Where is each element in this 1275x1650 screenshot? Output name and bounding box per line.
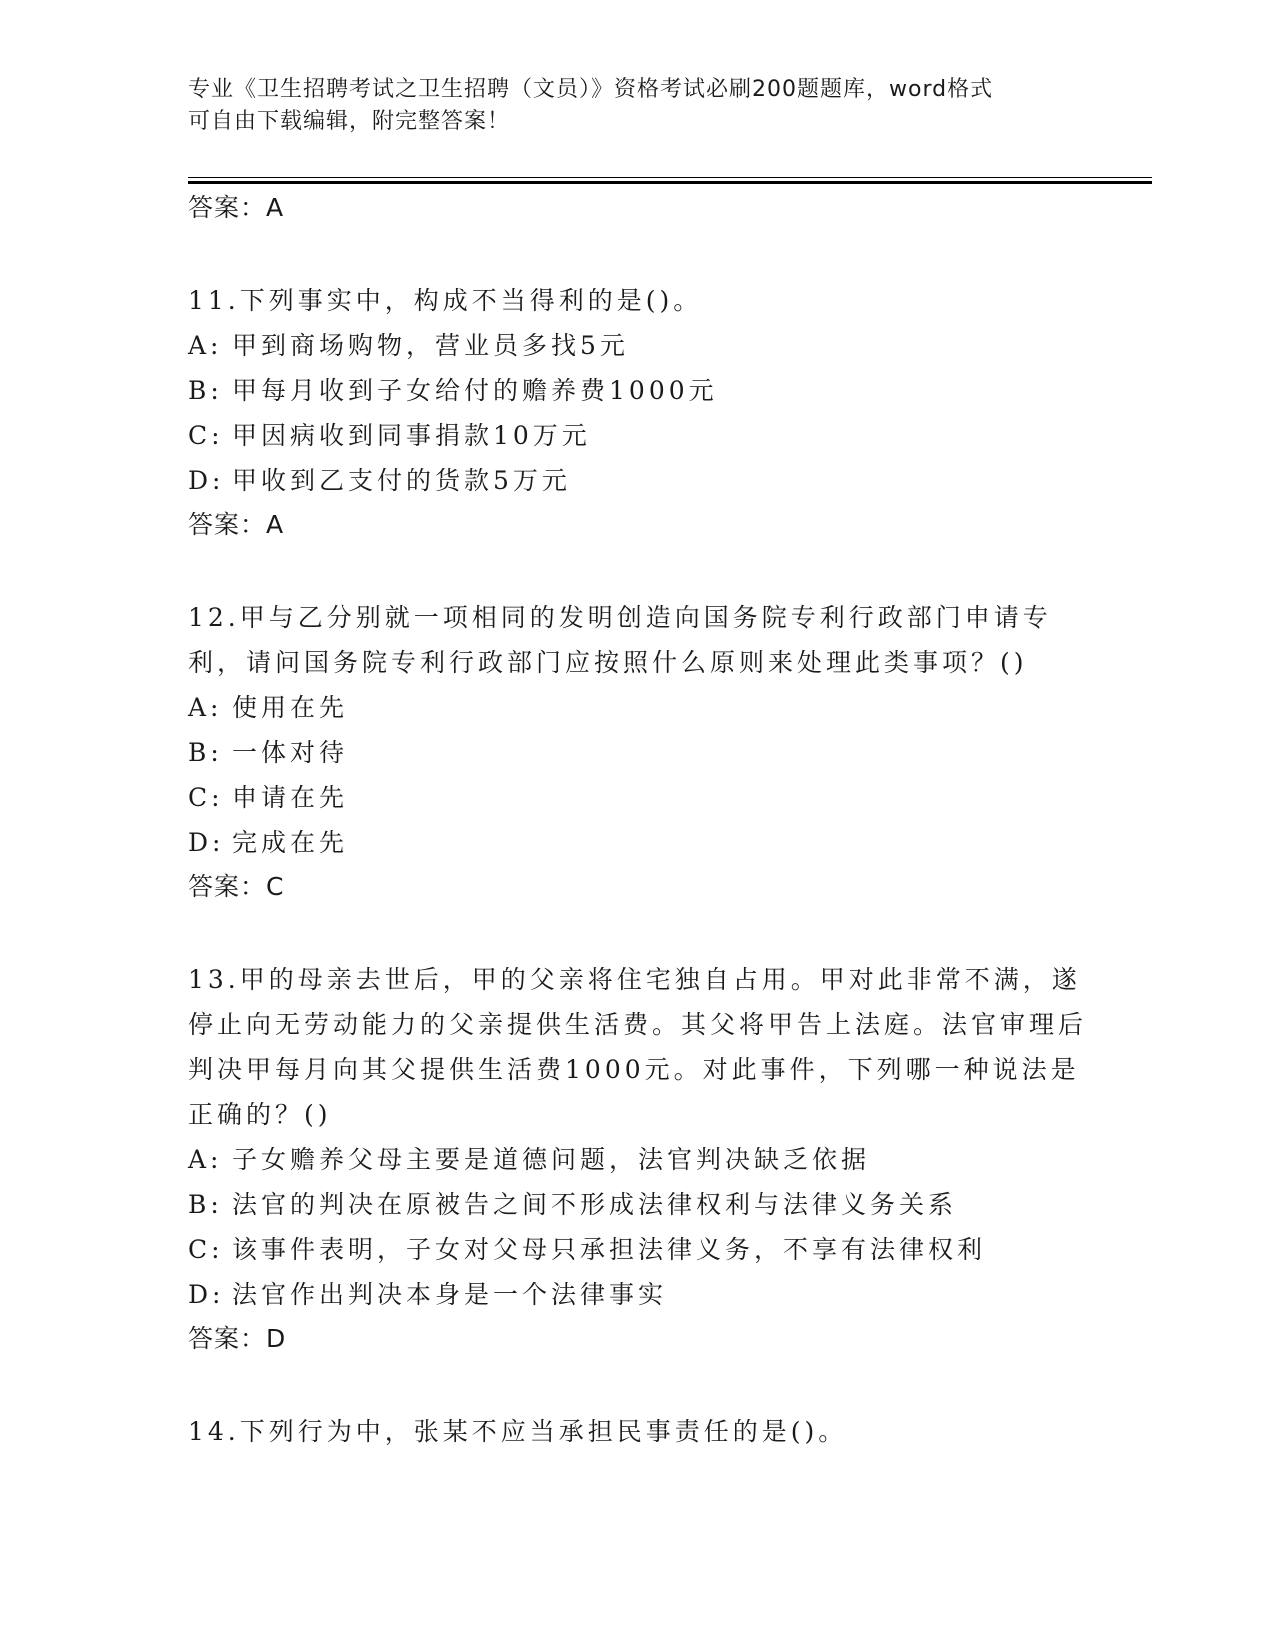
header-divider-thick [188,181,1152,184]
option-letter: C: [188,421,224,450]
question-text: 12.甲与乙分别就一项相同的发明创造向国务院专利行政部门申请专利，请问国务院专利行政部门应按照什么原则来处理此类事项？() [188,603,1052,677]
spacer [188,909,1088,957]
page-header [188,74,1088,138]
option-b [188,730,1088,775]
option-letter: B: [188,376,223,405]
option-text: 一体对待 [232,738,349,767]
question-block [188,595,1088,909]
option-text: 完成在先 [232,828,349,857]
question-block [188,1409,1088,1454]
option-letter: A: [188,1145,223,1174]
option-text: 该事件表明，子女对父母只承担法律义务，不享有法律权利 [232,1235,987,1264]
option-letter: A: [188,331,223,360]
answer-line: 答案：D [188,1324,287,1353]
option-d [188,1272,1088,1317]
option-a [188,1137,1088,1182]
option-a [188,323,1088,368]
question-text: 11.下列事实中，构成不当得利的是()。 [188,286,703,315]
question-text: 13.甲的母亲去世后，甲的父亲将住宅独自占用。甲对此非常不满，遂停止向无劳动能力的父亲提供生活费。其父将甲告上法庭。法官审理后判决甲每月向其父提供生活费1000元。对此事件，下列哪一种说法是正确的？() [188,965,1088,1129]
option-b [188,1182,1088,1227]
option-d [188,820,1088,865]
answer-line: 答案：A [188,510,285,539]
option-c [188,775,1088,820]
option-text: 甲每月收到子女给付的赡养费1000元 [232,376,718,405]
option-letter: D: [188,1280,225,1309]
header-divider-thin [188,177,1152,178]
question-block [188,957,1088,1361]
option-text: 甲收到乙支付的货款5万元 [232,466,571,495]
option-text: 法官作出判决本身是一个法律事实 [232,1280,668,1309]
question-block [188,278,1088,547]
option-letter: B: [188,1190,223,1219]
spacer [188,547,1088,595]
option-text: 甲因病收到同事捐款10万元 [232,421,591,450]
answer-line: 答案：C [188,872,285,901]
option-c [188,1227,1088,1272]
option-text: 子女赡养父母主要是道德问题，法官判决缺乏依据 [232,1145,871,1174]
header-line-2: 可自由下载编辑，附完整答案！ [188,109,511,134]
option-letter: B: [188,738,223,767]
option-d [188,458,1088,503]
option-letter: C: [188,783,224,812]
header-line-1: 专业《卫生招聘考试之卫生招聘（文员）》资格考试必刷200题题库，word格式 [188,77,994,102]
option-text: 申请在先 [232,783,349,812]
option-text: 甲到商场购物，营业员多找5元 [232,331,629,360]
option-a [188,685,1088,730]
option-letter: D: [188,828,225,857]
answer-line: 答案：A [188,193,285,222]
option-text: 法官的判决在原被告之间不形成法律权利与法律义务关系 [232,1190,958,1219]
option-letter: C: [188,1235,224,1264]
option-text: 使用在先 [232,693,349,722]
option-letter: A: [188,693,223,722]
option-c [188,413,1088,458]
option-letter: D: [188,466,225,495]
option-b [188,368,1088,413]
question-text: 14.下列行为中，张某不应当承担民事责任的是()。 [188,1417,848,1446]
spacer [188,1361,1088,1409]
document-body [188,186,1088,1454]
spacer [188,230,1088,278]
